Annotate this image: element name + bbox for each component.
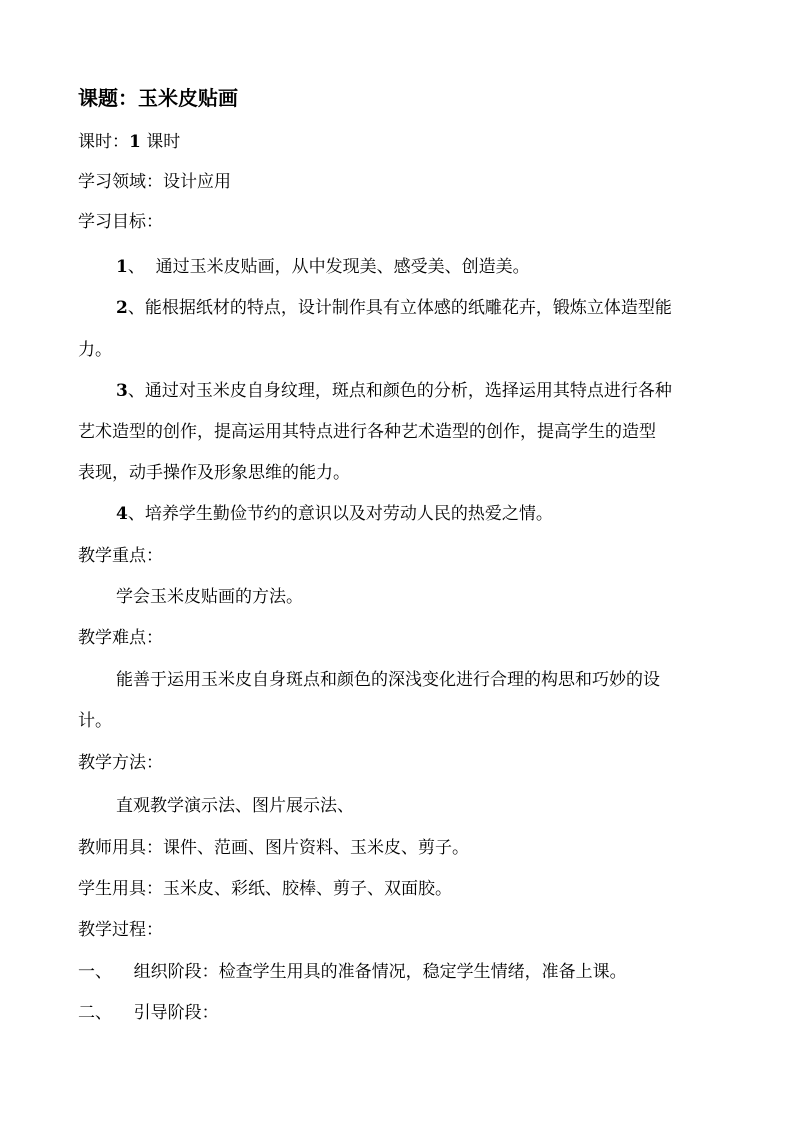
method-text: 直观教学演示法、图片展示法、 <box>116 796 354 816</box>
goal-text: 通过对玉米皮自身纹理，斑点和颜色的分析，选择运用其特点进行各种 <box>144 381 672 401</box>
lesson-period <box>78 132 728 152</box>
title-text: 玉米皮贴画 <box>138 86 238 110</box>
step-text: 引导阶段： <box>133 1003 219 1023</box>
goal-separator: 、 <box>127 504 145 524</box>
goal-number: 1 <box>116 257 128 277</box>
key-point-heading: 教学重点： <box>78 546 163 566</box>
lesson-title <box>78 88 728 108</box>
process-step-1 <box>78 962 728 982</box>
goal-item-3-continued-1: 艺术造型的创作，提高运用其特点进行各种艺术造型的创作，提高学生的造型 <box>78 422 656 442</box>
step-text: 组织阶段：检查学生用具的准备情况，稳定学生情绪，准备上课。 <box>133 962 627 982</box>
learning-domain: 学习领域：设计应用 <box>78 172 231 192</box>
goal-item-3 <box>116 381 766 401</box>
goal-separator: 、 <box>127 381 145 401</box>
period-label: 课时： <box>78 132 129 152</box>
goal-separator: 、 <box>127 257 151 277</box>
goal-separator: 、 <box>127 298 145 318</box>
goal-number: 2 <box>116 298 128 318</box>
difficulty-text: 能善于运用玉米皮自身斑点和颜色的深浅变化进行合理的构思和巧妙的设 <box>116 670 660 690</box>
goal-item-2-continued: 力。 <box>78 340 112 360</box>
period-number: 1 <box>129 132 141 152</box>
goal-text: 能根据纸材的特点，设计制作具有立体感的纸雕花卉，锻炼立体造型能 <box>144 298 672 318</box>
goals-heading: 学习目标： <box>78 212 163 232</box>
student-tools: 学生用具：玉米皮、彩纸、胶棒、剪子、双面胶。 <box>78 879 452 899</box>
process-heading: 教学过程： <box>78 920 163 940</box>
difficulty-heading: 教学难点： <box>78 628 163 648</box>
goal-item-1 <box>116 257 766 277</box>
goal-item-4 <box>116 504 766 524</box>
goal-number: 4 <box>116 504 128 524</box>
difficulty-text-continued: 计。 <box>78 711 112 731</box>
step-number: 一、 <box>78 962 112 982</box>
goal-number: 3 <box>116 381 128 401</box>
goal-text: 培养学生勤俭节约的意识以及对劳动人民的热爱之情。 <box>144 504 553 524</box>
teacher-tools: 教师用具：课件、范画、图片资料、玉米皮、剪子。 <box>78 838 469 858</box>
goal-text: 通过玉米皮贴画，从中发现美、感受美、创造美。 <box>155 257 530 277</box>
method-heading: 教学方法： <box>78 753 163 773</box>
goal-item-2 <box>116 298 766 318</box>
step-number: 二、 <box>78 1003 112 1023</box>
period-unit: 课时 <box>146 132 181 152</box>
process-step-2 <box>78 1003 728 1023</box>
title-label: 课题： <box>78 86 138 110</box>
key-point-text: 学会玉米皮贴画的方法。 <box>116 587 303 607</box>
goal-item-3-continued-2: 表现，动手操作及形象思维的能力。 <box>78 463 350 483</box>
